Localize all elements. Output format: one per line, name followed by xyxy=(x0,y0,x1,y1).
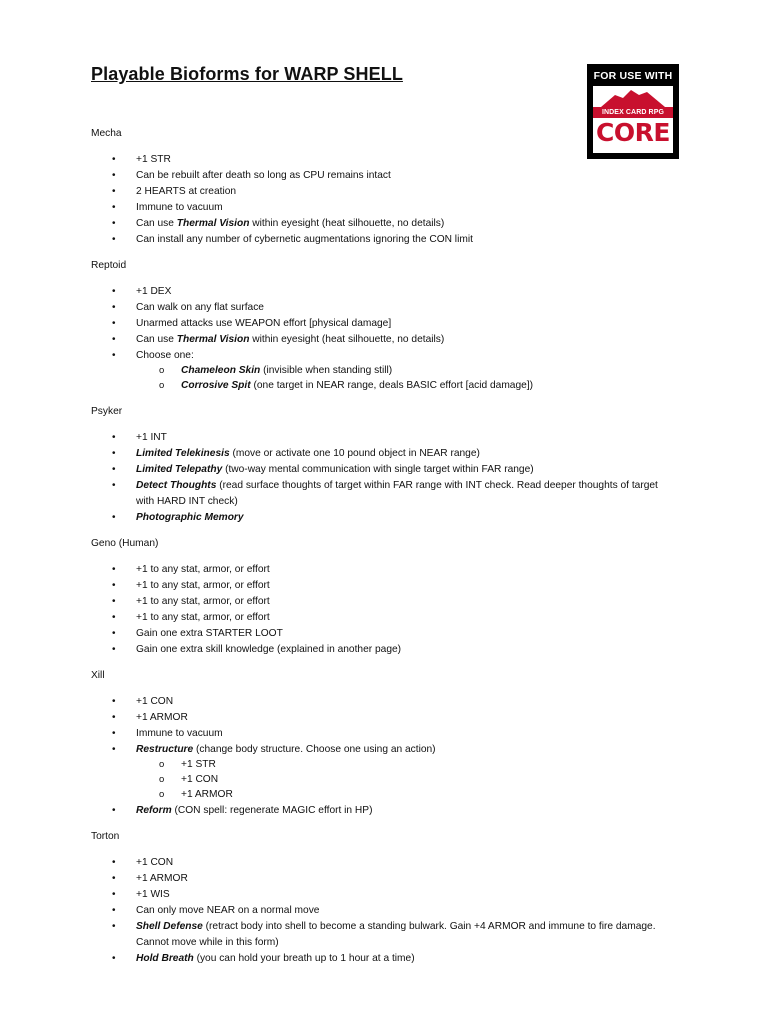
list-item: • +1 to any stat, armor, or effort xyxy=(136,594,676,610)
list-item: • Photographic Memory xyxy=(136,510,676,526)
sub-list-item: o +1 ARMOR xyxy=(181,787,233,803)
section-heading-mecha: Mecha xyxy=(91,128,122,139)
list-item: • +1 WIS xyxy=(136,887,676,903)
list-item: • Unarmed attacks use WEAPON effort [physical damage] xyxy=(136,316,676,332)
list-item: • Immune to vacuum xyxy=(136,726,676,742)
list-item: • Gain one extra skill knowledge (explained in another page) xyxy=(136,642,676,658)
list-item: • Detect Thoughts (read surface thoughts of target within FAR range with INT check. Read deeper thoughts of target with HARD INT check) xyxy=(136,478,676,510)
page-title: Playable Bioforms for WARP SHELL xyxy=(91,64,403,84)
list-item: • +1 to any stat, armor, or effort xyxy=(136,562,676,578)
list-item: • Shell Defense (retract body into shell to become a standing bulwark. Gain +4 ARMOR and immune to fire damage. Cannot move while in this form) xyxy=(136,919,676,951)
icrpg-core-logo xyxy=(587,64,679,159)
list-item: • 2 HEARTS at creation xyxy=(136,184,676,200)
sub-list-item: o Chameleon Skin (invisible when standing still) xyxy=(181,363,392,379)
list-item: • +1 to any stat, armor, or effort xyxy=(136,610,676,626)
section-heading-geno: Geno (Human) xyxy=(91,538,159,549)
list-item: • +1 INT xyxy=(136,430,676,446)
list-item: • Choose one: xyxy=(136,348,676,364)
list-item: • +1 ARMOR xyxy=(136,871,676,887)
list-item: • Can use Thermal Vision within eyesight (heat silhouette, no details) xyxy=(136,216,676,232)
list-item: • Can use Thermal Vision within eyesight (heat silhouette, no details) xyxy=(136,332,676,348)
section-heading-xill: Xill xyxy=(91,670,105,681)
logo-top-text: FOR USE WITH xyxy=(593,70,673,82)
list-item: • +1 CON xyxy=(136,855,676,871)
list-item: • Can only move NEAR on a normal move xyxy=(136,903,676,919)
logo-card-text: INDEX CARD RPG xyxy=(593,107,673,118)
list-item: • Can be rebuilt after death so long as CPU remains intact xyxy=(136,168,676,184)
list-item: • +1 to any stat, armor, or effort xyxy=(136,578,676,594)
section-heading-psyker: Psyker xyxy=(91,406,123,417)
list-item: • Hold Breath (you can hold your breath up to 1 hour at a time) xyxy=(136,951,676,967)
logo-core-text: CORE xyxy=(596,118,670,147)
list-item: • Limited Telepathy (two-way mental communication with single target within FAR range) xyxy=(136,462,676,478)
list-item: • Limited Telekinesis (move or activate one 10 pound object in NEAR range) xyxy=(136,446,676,462)
list-item: • Gain one extra STARTER LOOT xyxy=(136,626,676,642)
section-heading-reptoid: Reptoid xyxy=(91,260,127,271)
list-item: • Immune to vacuum xyxy=(136,200,676,216)
section-heading-torton: Torton xyxy=(91,831,120,842)
list-item: • Can install any number of cybernetic augmentations ignoring the CON limit xyxy=(136,232,676,248)
list-item: • +1 STR xyxy=(136,152,676,168)
sub-list-item: o +1 STR xyxy=(181,757,216,773)
list-item: • Reform (CON spell: regenerate MAGIC effort in HP) xyxy=(136,803,676,819)
list-item: • +1 CON xyxy=(136,694,676,710)
list-item: • Restructure (change body structure. Choose one using an action) xyxy=(136,742,676,758)
logo-inner-panel xyxy=(593,86,673,153)
list-item: • Can walk on any flat surface xyxy=(136,300,676,316)
list-item: • +1 DEX xyxy=(136,284,676,300)
list-item: • +1 ARMOR xyxy=(136,710,676,726)
sub-list-item: o Corrosive Spit (one target in NEAR range, deals BASIC effort [acid damage]) xyxy=(181,378,533,394)
sub-list-item: o +1 CON xyxy=(181,772,218,788)
